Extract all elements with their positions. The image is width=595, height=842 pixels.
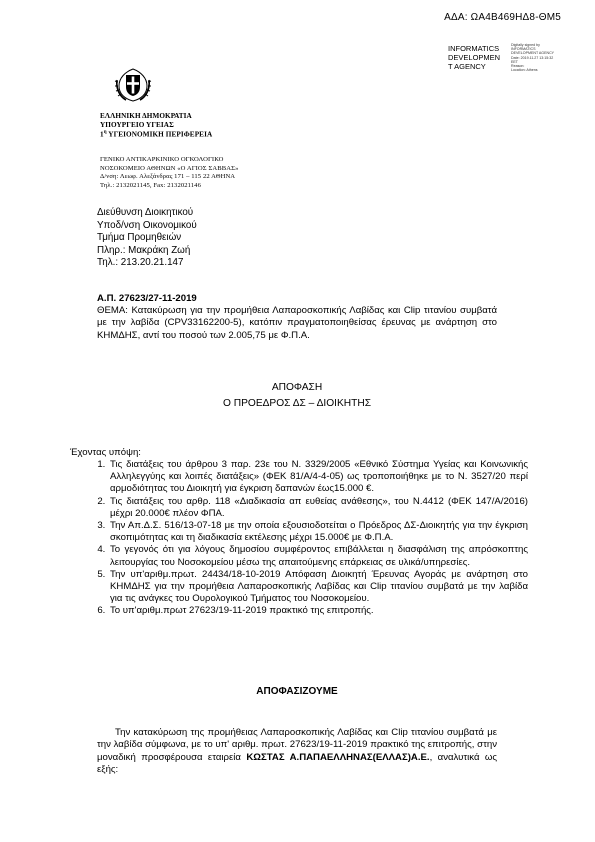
- department-info: [97, 207, 197, 270]
- hospital-address: Δ/νση: Λεωφ. Αλεξάνδρας 171 – 115 22 ΑΘΗΝΑ: [100, 173, 236, 180]
- hospital-name-line: ΓΕΝΙΚΟ ΑΝΤΙΚΑΡΚΙΝΙΚΟ ΟΓΚΟΛΟΓΙΚΟ: [100, 156, 224, 163]
- ministry-name: ΥΠΟΥΡΓΕΙΟ ΥΓΕΙΑΣ: [100, 120, 174, 129]
- hospital-header: [100, 156, 238, 190]
- protocol-number: Α.Π. 27623/27-11-2019: [97, 293, 197, 304]
- list-item: 2. Τις διατάξεις του αρθρ. 118 «Διαδικασία απ ευθείας ανάθεσης», του Ν.4412 (ΦΕΚ 147/Α/2016) μέχρι 20.000€ πλέον ΦΠΑ.: [108, 496, 528, 520]
- considerations-heading: Έχοντας υπόψη:: [70, 447, 141, 458]
- hospital-name-line: ΝΟΣΟΚΟΜΕΙΟ ΑΘΗΝΩΝ «Ο ΑΓΙΟΣ ΣΑΒΒΑΣ»: [100, 164, 239, 172]
- department-line: Υποδ/νση Οικονομικού: [97, 219, 197, 231]
- list-item: 1. Τις διατάξεις του άρθρου 3 παρ. 23ε του Ν. 3329/2005 «Εθνικό Σύστημα Υγείας και Κοινωνικής Αλληλεγγύης και λοιπές διατάξεις» (ΦΕΚ 81/Α/4-4-05) ως τροποποιήθηκε με το Ν. 3527/20 περί αρμοδιότητας του Διοικητή για έγκριση δαπανών έως15.000 €.: [108, 459, 528, 496]
- informatics-line: T AGENCY: [448, 62, 486, 71]
- signature-line: EET: [511, 59, 518, 64]
- hellenic-coat-of-arms-icon: [113, 64, 153, 104]
- department-line: Διεύθυνση Διοικητικού: [97, 207, 194, 218]
- decision-title: ΑΠΟΦΑΣΗ: [271, 382, 323, 393]
- country-name: ΕΛΛΗΝΙΚΗ ΔΗΜΟΚΡΑΤΙΑ: [100, 112, 192, 120]
- list-item: 5. Την υπ'αριθμ.πρωτ. 24434/18-10-2019 Απόφαση Διοικητή Έρευνας Αγοράς με ανάρτηση στο ΚΗΜΔΗΣ για την προμήθεια Λαπαροσκοπικής Λαβίδας και Clip τιτανίου συμβατά με την λαβίδα για τις ανάγκες του Ουρολογικού Τμήματος του Νοσοκομείου.: [108, 569, 528, 606]
- hospital-phone-fax: Τηλ.: 2132021145, Fax: 2132021146: [100, 181, 201, 189]
- informatics-line: INFORMATICS: [448, 44, 500, 53]
- considerations-list: [76, 459, 528, 618]
- decision-subtitle: Ο ΠΡΟΕΔΡΟΣ ΔΣ – ΔΙΟΙΚΗΤΗΣ: [222, 398, 371, 409]
- signature-line: DEVELOPMENT AGENCY: [511, 51, 555, 56]
- subject-paragraph: ΘΕΜΑ: Κατακύρωση για την προμήθεια Λαπαροσκοπικής Λαβίδας και Clip τιτανίου συμβατά με την λαβίδα (CPV33162200-5), κατόπιν πραγματοποιηθείσας έρευνας με ανάρτηση στο ΚΗΜΔΗΣ, αντί του ποσού των 2.005,75 με Φ.Π.Α.: [97, 305, 497, 341]
- signature-line: Date: 2019.11.27 13:15:32: [511, 55, 554, 60]
- signature-line: Digitally signed by: [511, 43, 540, 47]
- list-item: 3. Την Απ.Δ.Σ. 516/13-07-18 με την οποία εξουσιοδοτείται ο Πρόεδρος ΔΣ-Διοικητής για την έγκριση σκοπιμότητας και τη διαδικασία εκτέλεσης μέχρι 15.000€ με Φ.Π.Α.: [108, 520, 528, 544]
- health-region-name: $1^\eta$ ΥΓΕΙΟΝΟΜΙΚΗ ΠΕΡΙΦΕΡΕΙΑ: [100, 130, 213, 139]
- informatics-agency-label: [448, 44, 500, 71]
- informatics-line: DEVELOPMEN: [448, 53, 501, 62]
- list-item: 4. Το γεγονός ότι για λόγους δημοσίου συμφέροντος επιβάλλεται η διασφάλιση της απρόσκοπτης λειτουργίας του Νοσοκομείου μέσω της απαιτούμενης επάρκειας σε υλικά/υπηρεσίες.: [108, 544, 528, 568]
- signature-line: Reason:: [511, 64, 525, 69]
- ada-code: ΑΔΑ: ΩΑ4Β469ΗΔ8-ΘΜ5: [444, 12, 561, 23]
- digital-signature-details: [511, 43, 559, 72]
- signature-line: Location: Athens: [511, 68, 538, 73]
- we-decide-heading: ΑΠΟΦΑΣΙΖΟΥΜΕ: [256, 686, 338, 697]
- company-name: ΚΩΣΤΑΣ Α.ΠΑΠΑΕΛΛΗΝΑΣ(ΕΛΛΑΣ)Α.Ε.: [246, 751, 430, 763]
- department-line: Τμήμα Προμηθειών: [97, 232, 182, 244]
- list-item: 6. Το υπ'αριθμ.πρωτ 27623/19-11-2019 πρακτικό της επιτροπής.: [108, 605, 528, 617]
- organization-header: [100, 112, 212, 139]
- signature-line: INFORMATICS: [511, 47, 536, 52]
- contact-phone: Τηλ.: 213.20.21.147: [97, 257, 184, 269]
- contact-person: Πληρ.: Μακράκη Ζωή: [97, 244, 191, 256]
- award-paragraph: Την κατακύρωση της προμήθειας Λαπαροσκοπικής Λαβίδας και Clip τιτανίου συμβατά με την λαβίδα σύμφωνα, με το υπ' αριθμ. πρωτ. 27623/19-11-2019 πρακτικό της επιτροπής, στην μοναδική προσφέρουσα εταιρεία ΚΩΣΤΑΣ Α.ΠΑΠΑΕΛΛΗΝΑΣ(ΕΛΛΑΣ)Α.Ε., αναλυτικά ως εξής:: [97, 727, 498, 775]
